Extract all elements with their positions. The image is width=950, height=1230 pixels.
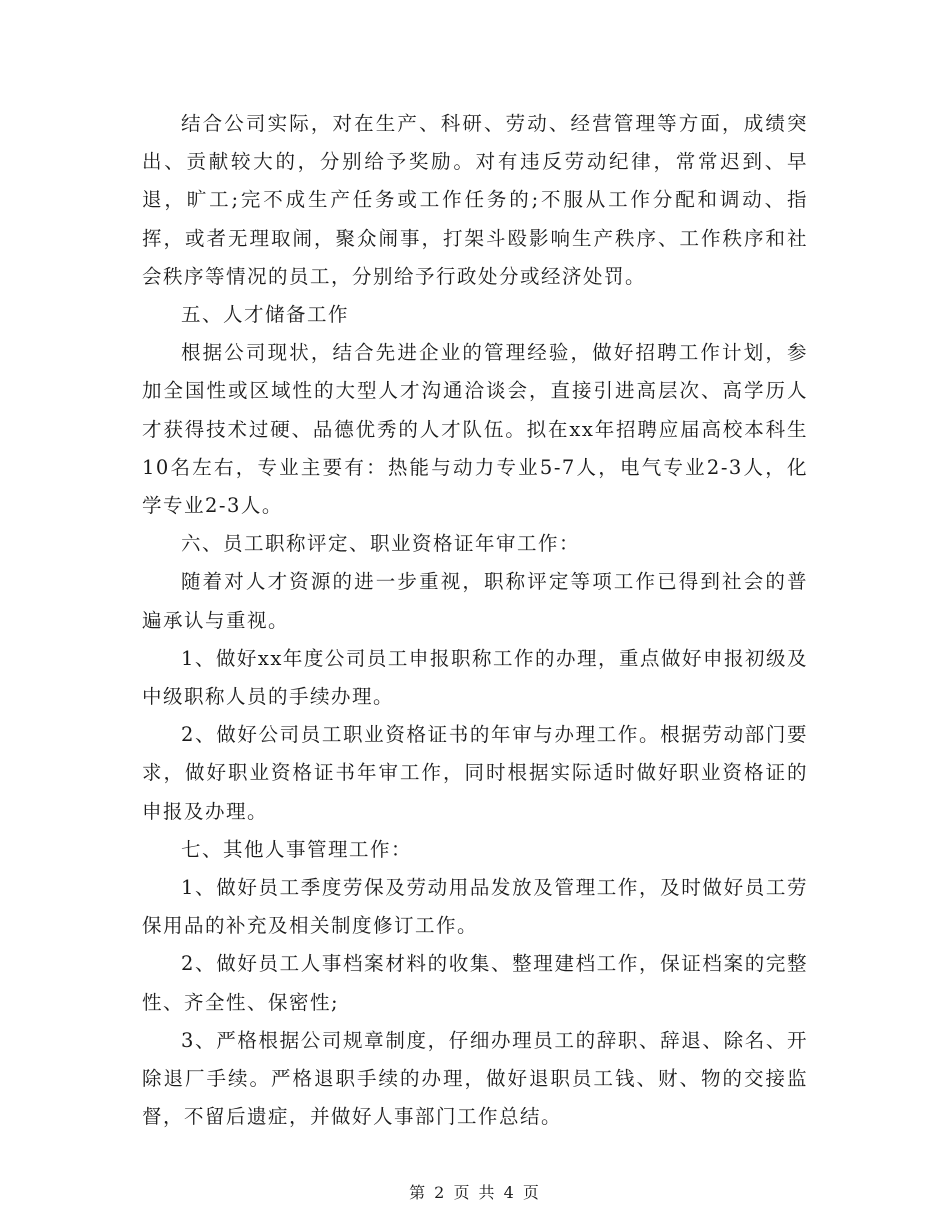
section-heading-other-hr: 七、其他人事管理工作：	[181, 837, 413, 861]
list-item-labor-protection: 1、做好员工季度劳保及劳动用品发放及管理工作，及时做好员工劳保用品的补充及相关制度修订工作。	[142, 876, 808, 938]
section-heading-talent-reserve: 五、人才储备工作	[181, 303, 350, 327]
document-body	[142, 105, 808, 1136]
section-heading-title-certification: 六、员工职称评定、职业资格证年审工作：	[181, 532, 581, 556]
paragraph-title-importance: 随着对人才资源的进一步重视，职称评定等项工作已得到社会的普遍承认与重视。	[142, 570, 808, 632]
list-item-resignation-procedures: 3、严格根据公司规章制度，仔细办理员工的辞职、辞退、除名、开除退厂手续。严格退职手续的办理，做好退职员工钱、财、物的交接监督，不留后遗症，并做好人事部门工作总结。	[142, 1028, 808, 1129]
list-item-personnel-archives: 2、做好员工人事档案材料的收集、整理建档工作，保证档案的完整性、齐全性、保密性;	[142, 952, 808, 1014]
paragraph-recruitment-plan: 根据公司现状，结合先进企业的管理经验，做好招聘工作计划，参加全国性或区域性的大型人才沟通洽谈会，直接引进高层次、高学历人才获得技术过硬、品德优秀的人才队伍。拟在xx年招聘应届高校本科生10名左右，专业主要有：热能与动力专业5-7人，电气专业2-3人，化学专业2-3人。	[142, 341, 808, 518]
list-item-certificate-review: 2、做好公司员工职业资格证书的年审与办理工作。根据劳动部门要求，做好职业资格证书年审工作，同时根据实际适时做好职业资格证的申报及办理。	[142, 723, 808, 823]
paragraph-rewards-penalties: 结合公司实际，对在生产、科研、劳动、经营管理等方面，成绩突出、贡献较大的，分别给予奖励。对有违反劳动纪律，常常迟到、早退，旷工;完不成生产任务或工作任务的;不服从工作分配和调动、指挥，或者无理取闹，聚众闹事，打架斗殴影响生产秩序、工作秩序和社会秩序等情况的员工，分别给予行政处分或经济处罚。	[142, 112, 808, 288]
list-item-title-application: 1、做好xx年度公司员工申报职称工作的办理，重点做好申报初级及中级职称人员的手续办理。	[142, 646, 808, 709]
page-number-footer: 第 2 页 共 4 页	[409, 1183, 541, 1202]
